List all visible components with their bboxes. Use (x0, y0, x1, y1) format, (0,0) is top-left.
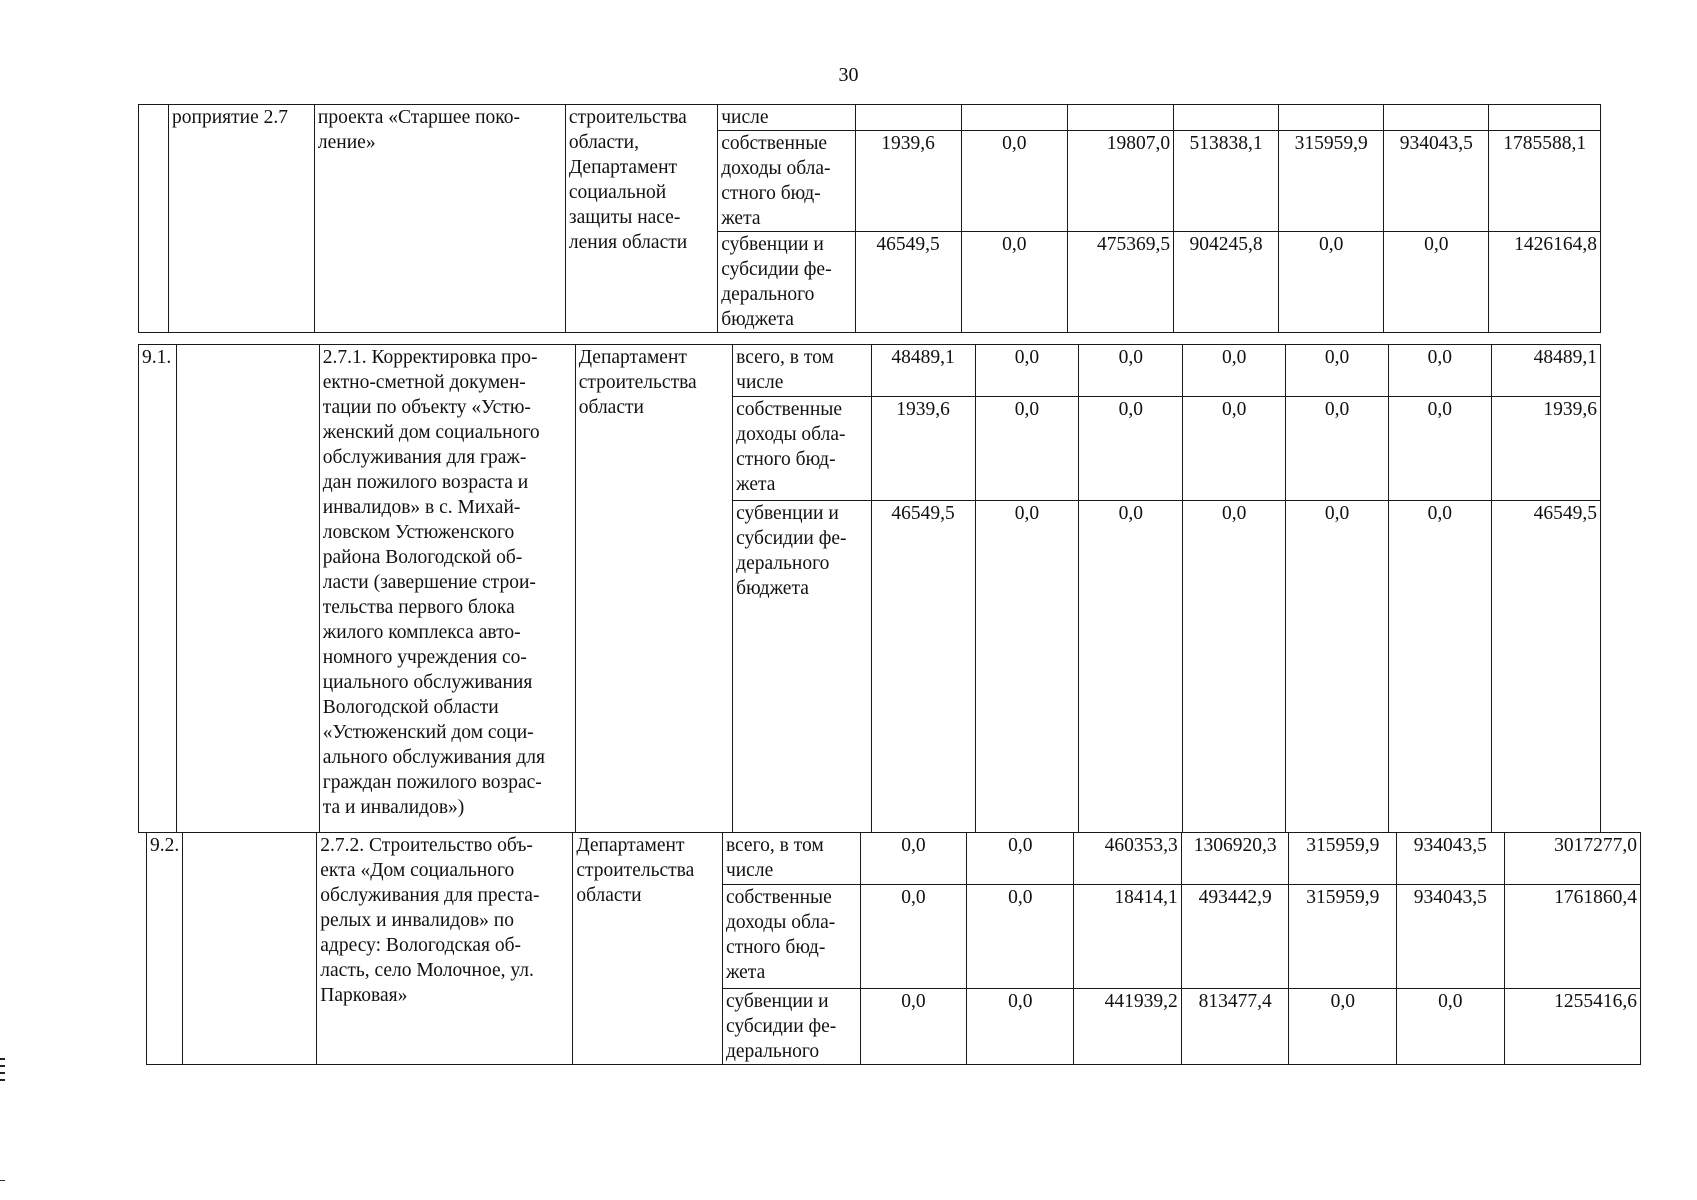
source-cell: собственные доходы обла- стного бюд- жета (718, 131, 855, 232)
value-cell: 1939,6 (1491, 397, 1600, 501)
value-cell: 0,0 (1286, 397, 1389, 501)
value-cell: 0,0 (1279, 232, 1384, 333)
executor-cell: Департамент строительства области (575, 345, 732, 833)
value-cell: 46549,5 (855, 232, 961, 333)
source-cell: субвенции и субсидии фе- дерального (722, 989, 860, 1065)
value-cell: 0,0 (1388, 501, 1491, 833)
value-cell: 48489,1 (1491, 345, 1600, 397)
value-cell: 0,0 (1289, 989, 1397, 1065)
event-cell: роприятие 2.7 (169, 105, 315, 333)
value-cell: 0,0 (961, 232, 1067, 333)
value-cell: 0,0 (967, 833, 1074, 885)
source-cell: собственные доходы обла- стного бюд- жета (733, 397, 872, 501)
source-cell: субвенции и субсидии фе- дерального бюджета (733, 501, 872, 833)
value-cell: 1426164,8 (1489, 232, 1601, 333)
value-cell: 0,0 (1079, 397, 1183, 501)
value-cell: 46549,5 (1491, 501, 1600, 833)
name-cell: 2.7.1. Корректировка про- ектно-сметной докумен- тации по объекту «Устю- женский дом социального обслуживания для граж- дан пожилого возраста и инвалидов» в с. Михай- ловском Устюженского района Вологодской об- ласти (завершение строи- тельства первого блока жилого комплекса авто- номного учреждения со- циального обслуживания Вологодской области «Устюженский дом соци- ального обслуживания для граждан пожилого возрас- та и инвалидов») (319, 345, 575, 833)
table-event-2-7-2 (146, 832, 1641, 1065)
margin-marks (0, 1058, 5, 1086)
value-cell: 315959,9 (1289, 833, 1397, 885)
value-cell: 493442,9 (1181, 885, 1289, 989)
margin-line (0, 1180, 5, 1181)
num-cell (139, 105, 169, 333)
value-cell: 1255416,6 (1504, 989, 1640, 1065)
row-number: 9.2. (147, 833, 183, 1065)
name-cell: 2.7.2. Строительство объ- екта «Дом социального обслуживания для преста- релых и инвалидов» по адресу: Вологодская об- ласть, село Молочное, ул. Парковая» (317, 833, 573, 1065)
value-cell: 0,0 (1183, 501, 1286, 833)
event-cell (183, 833, 317, 1065)
value-cell: 0,0 (1183, 345, 1286, 397)
value-cell: 1306920,3 (1181, 833, 1289, 885)
value-cell: 0,0 (1388, 397, 1491, 501)
value-cell: 460353,3 (1074, 833, 1182, 885)
row-number: 9.1. (139, 345, 177, 833)
source-cell: собственные доходы обла- стного бюд- жета (722, 885, 860, 989)
source-cell: всего, в том числе (722, 833, 860, 885)
table-event-2-7 (138, 104, 1601, 333)
name-cell: проекта «Старшее поко- ление» (314, 105, 565, 333)
value-cell: 0,0 (1079, 345, 1183, 397)
value-cell: 19807,0 (1067, 131, 1173, 232)
value-cell: 0,0 (975, 345, 1079, 397)
value-cell: 0,0 (1388, 345, 1491, 397)
value-cell: 513838,1 (1174, 131, 1279, 232)
value-cell: 18414,1 (1074, 885, 1182, 989)
value-cell: 0,0 (1183, 397, 1286, 501)
value-cell: 0,0 (961, 131, 1067, 232)
executor-cell: Департамент строительства области (573, 833, 723, 1065)
value-cell: 1761860,4 (1504, 885, 1640, 989)
value-cell: 1785588,1 (1489, 131, 1601, 232)
value-cell: 315959,9 (1289, 885, 1397, 989)
value-cell: 813477,4 (1181, 989, 1289, 1065)
value-cell: 904245,8 (1174, 232, 1279, 333)
value-cell: 475369,5 (1067, 232, 1173, 333)
source-cell: числе (718, 105, 855, 131)
value-cell: 0,0 (1397, 989, 1505, 1065)
value-cell: 0,0 (860, 833, 967, 885)
table-row (139, 345, 1601, 397)
source-cell: субвенции и субсидии фе- дерального бюджета (718, 232, 855, 333)
value-cell: 0,0 (860, 885, 967, 989)
source-cell: всего, в том числе (733, 345, 872, 397)
value-cell: 441939,2 (1074, 989, 1182, 1065)
executor-cell: строительства области, Департамент социальной защиты насе- ления области (565, 105, 717, 333)
value-cell: 0,0 (1286, 501, 1389, 833)
value-cell: 48489,1 (871, 345, 975, 397)
value-cell: 934043,5 (1397, 833, 1505, 885)
value-cell: 0,0 (975, 397, 1079, 501)
value-cell: 0,0 (860, 989, 967, 1065)
value-cell: 0,0 (967, 885, 1074, 989)
value-cell: 1939,6 (871, 397, 975, 501)
value-cell: 3017277,0 (1504, 833, 1640, 885)
value-cell: 0,0 (1079, 501, 1183, 833)
table-event-2-7-1 (138, 344, 1601, 833)
value-cell: 1939,6 (855, 131, 961, 232)
table-row (147, 833, 1641, 885)
value-cell: 46549,5 (871, 501, 975, 833)
event-cell (177, 345, 320, 833)
page-number: 30 (838, 64, 859, 86)
value-cell: 0,0 (1286, 345, 1389, 397)
value-cell: 0,0 (967, 989, 1074, 1065)
value-cell: 934043,5 (1397, 885, 1505, 989)
value-cell: 315959,9 (1279, 131, 1384, 232)
value-cell: 0,0 (975, 501, 1079, 833)
value-cell: 934043,5 (1384, 131, 1489, 232)
value-cell: 0,0 (1384, 232, 1489, 333)
